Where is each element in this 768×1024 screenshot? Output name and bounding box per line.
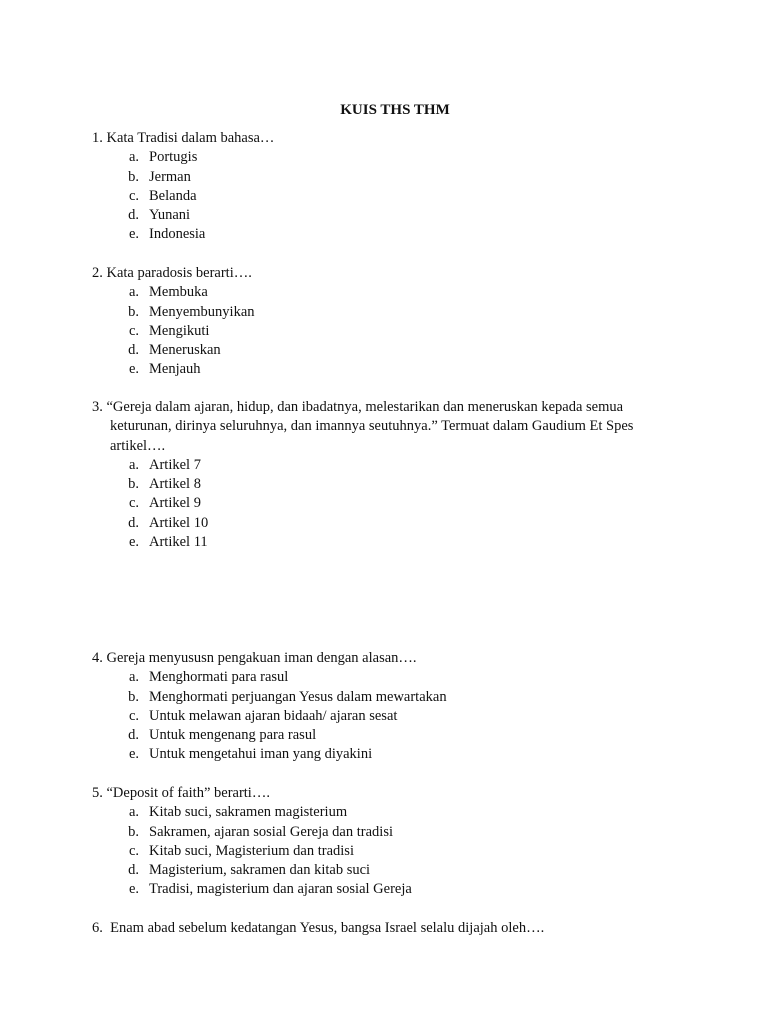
option-text: Sakramen, ajaran sosial Gereja dan tradisi bbox=[149, 823, 393, 840]
option-letter-box bbox=[92, 861, 139, 880]
option-letter-box bbox=[92, 668, 139, 687]
option-letter-box bbox=[92, 823, 139, 842]
option-letter: c. bbox=[128, 322, 139, 339]
option-item bbox=[92, 803, 674, 822]
option-list bbox=[92, 803, 674, 899]
option-text: Menghormati perjuangan Yesus dalam mewartakan bbox=[149, 688, 447, 705]
option-item bbox=[92, 168, 674, 187]
question-6 bbox=[92, 919, 674, 938]
option-letter: d. bbox=[128, 727, 139, 744]
question-number: 5. bbox=[92, 785, 103, 801]
option-text: Artikel 9 bbox=[149, 495, 201, 512]
option-letter-box bbox=[92, 688, 139, 707]
option-text: Belanda bbox=[149, 187, 197, 204]
option-letter: b. bbox=[128, 688, 139, 705]
option-item bbox=[92, 322, 674, 341]
option-item bbox=[92, 688, 674, 707]
option-text: Untuk mengetahui iman yang diyakini bbox=[149, 746, 373, 763]
option-letter: e. bbox=[128, 361, 139, 378]
option-letter-box bbox=[92, 745, 139, 764]
option-item bbox=[92, 745, 674, 764]
option-text: Artikel 7 bbox=[149, 456, 201, 473]
question-4 bbox=[92, 649, 674, 765]
option-text: Yunani bbox=[149, 207, 191, 224]
option-text: Meneruskan bbox=[149, 342, 221, 359]
option-item bbox=[92, 861, 674, 880]
question-number: 4. bbox=[92, 650, 103, 666]
option-letter-box bbox=[92, 303, 139, 322]
option-letter-box bbox=[92, 475, 139, 494]
option-text: Menyembunyikan bbox=[149, 303, 255, 320]
question-text: Kata paradosis berarti…. bbox=[106, 265, 252, 281]
option-letter: d. bbox=[128, 514, 139, 531]
question-3 bbox=[92, 398, 674, 552]
option-letter: b. bbox=[128, 303, 139, 320]
option-list bbox=[92, 668, 674, 764]
option-item bbox=[92, 726, 674, 745]
option-letter-box bbox=[92, 206, 139, 225]
question-stem bbox=[92, 919, 674, 938]
option-text: Menjauh bbox=[149, 361, 201, 378]
option-letter: e. bbox=[128, 746, 139, 763]
option-letter-box bbox=[92, 514, 139, 533]
option-text: Menghormati para rasul bbox=[149, 669, 289, 686]
option-letter-box bbox=[92, 225, 139, 244]
option-letter: a. bbox=[128, 804, 139, 821]
option-item bbox=[92, 225, 674, 244]
option-text: Untuk mengenang para rasul bbox=[149, 727, 317, 744]
option-item bbox=[92, 823, 674, 842]
option-text: Mengikuti bbox=[149, 322, 210, 339]
option-letter: a. bbox=[128, 149, 139, 166]
question-5 bbox=[92, 784, 674, 900]
option-letter-box bbox=[92, 707, 139, 726]
option-letter: b. bbox=[128, 168, 139, 185]
option-letter: d. bbox=[128, 342, 139, 359]
question-stem bbox=[92, 649, 674, 668]
option-list bbox=[92, 148, 674, 244]
option-letter-box bbox=[92, 148, 139, 167]
option-item bbox=[92, 341, 674, 360]
option-text: Artikel 8 bbox=[149, 476, 201, 493]
option-text: Jerman bbox=[149, 168, 191, 185]
option-text: Tradisi, magisterium dan ajaran sosial Gereja bbox=[149, 881, 412, 898]
option-item bbox=[92, 187, 674, 206]
option-letter: b. bbox=[128, 476, 139, 493]
option-item bbox=[92, 475, 674, 494]
option-item bbox=[92, 494, 674, 513]
question-text: Gereja menyususn pengakuan iman dengan alasan…. bbox=[106, 650, 417, 666]
quiz-title: KUIS THS THM bbox=[340, 102, 450, 118]
option-letter-box bbox=[92, 726, 139, 745]
option-text: Indonesia bbox=[149, 226, 206, 243]
question-2 bbox=[92, 264, 674, 380]
option-item bbox=[92, 303, 674, 322]
option-item bbox=[92, 360, 674, 379]
option-letter-box bbox=[92, 880, 139, 899]
option-item bbox=[92, 668, 674, 687]
question-stem bbox=[92, 129, 674, 148]
option-item bbox=[92, 533, 674, 552]
option-letter-box bbox=[92, 494, 139, 513]
option-text: Artikel 11 bbox=[149, 534, 208, 551]
option-letter-box bbox=[92, 456, 139, 475]
question-number: 1. bbox=[92, 130, 103, 146]
question-text: “Deposit of faith” berarti…. bbox=[106, 785, 270, 801]
option-item bbox=[92, 456, 674, 475]
option-item bbox=[92, 707, 674, 726]
option-letter-box bbox=[92, 168, 139, 187]
option-item bbox=[92, 148, 674, 167]
question-number: 6. bbox=[92, 920, 103, 936]
option-item bbox=[92, 880, 674, 899]
question-stem bbox=[92, 398, 674, 456]
option-letter: d. bbox=[128, 207, 139, 224]
option-letter: c. bbox=[128, 707, 139, 724]
option-letter: d. bbox=[128, 862, 139, 879]
option-letter: e. bbox=[128, 226, 139, 243]
option-letter-box bbox=[92, 803, 139, 822]
option-letter-box bbox=[92, 322, 139, 341]
option-letter: e. bbox=[128, 881, 139, 898]
option-text: Untuk melawan ajaran bidaah/ ajaran sesat bbox=[149, 707, 398, 724]
option-letter-box bbox=[92, 341, 139, 360]
option-letter-box bbox=[92, 360, 139, 379]
question-number: 3. bbox=[92, 399, 103, 415]
option-letter: a. bbox=[128, 456, 139, 473]
question-text: Kata Tradisi dalam bahasa… bbox=[106, 130, 275, 146]
question-stem bbox=[92, 264, 674, 283]
option-letter: a. bbox=[128, 669, 139, 686]
question-1 bbox=[92, 129, 674, 245]
option-text: Portugis bbox=[149, 149, 198, 166]
option-letter-box bbox=[92, 842, 139, 861]
option-text: Membuka bbox=[149, 284, 208, 301]
option-text: Artikel 10 bbox=[149, 514, 209, 531]
question-text: Enam abad sebelum kedatangan Yesus, bangsa Israel selalu dijajah oleh…. bbox=[110, 920, 545, 936]
option-letter: c. bbox=[128, 495, 139, 512]
option-letter-box bbox=[92, 283, 139, 302]
option-item bbox=[92, 842, 674, 861]
option-letter-box bbox=[92, 187, 139, 206]
question-text: “Gereja dalam ajaran, hidup, dan ibadatnya, melestarikan dan meneruskan kepada semua keturunan, dirinya seluruhnya, dan imannya seutuhnya.” Termuat dalam Gaudium Et Spes artikel…. bbox=[106, 399, 634, 454]
option-text: Magisterium, sakramen dan kitab suci bbox=[149, 862, 371, 879]
option-item bbox=[92, 514, 674, 533]
option-list bbox=[92, 456, 674, 552]
option-item bbox=[92, 206, 674, 225]
option-text: Kitab suci, Magisterium dan tradisi bbox=[149, 842, 354, 859]
number-spacer bbox=[103, 919, 110, 938]
option-text: Kitab suci, sakramen magisterium bbox=[149, 804, 348, 821]
option-list bbox=[92, 283, 674, 379]
option-letter: e. bbox=[128, 534, 139, 551]
option-letter: c. bbox=[128, 842, 139, 859]
option-letter: a. bbox=[128, 284, 139, 301]
option-letter: c. bbox=[128, 187, 139, 204]
question-number: 2. bbox=[92, 265, 103, 281]
question-stem bbox=[92, 784, 674, 803]
option-letter: b. bbox=[128, 823, 139, 840]
option-letter-box bbox=[92, 533, 139, 552]
option-item bbox=[92, 283, 674, 302]
